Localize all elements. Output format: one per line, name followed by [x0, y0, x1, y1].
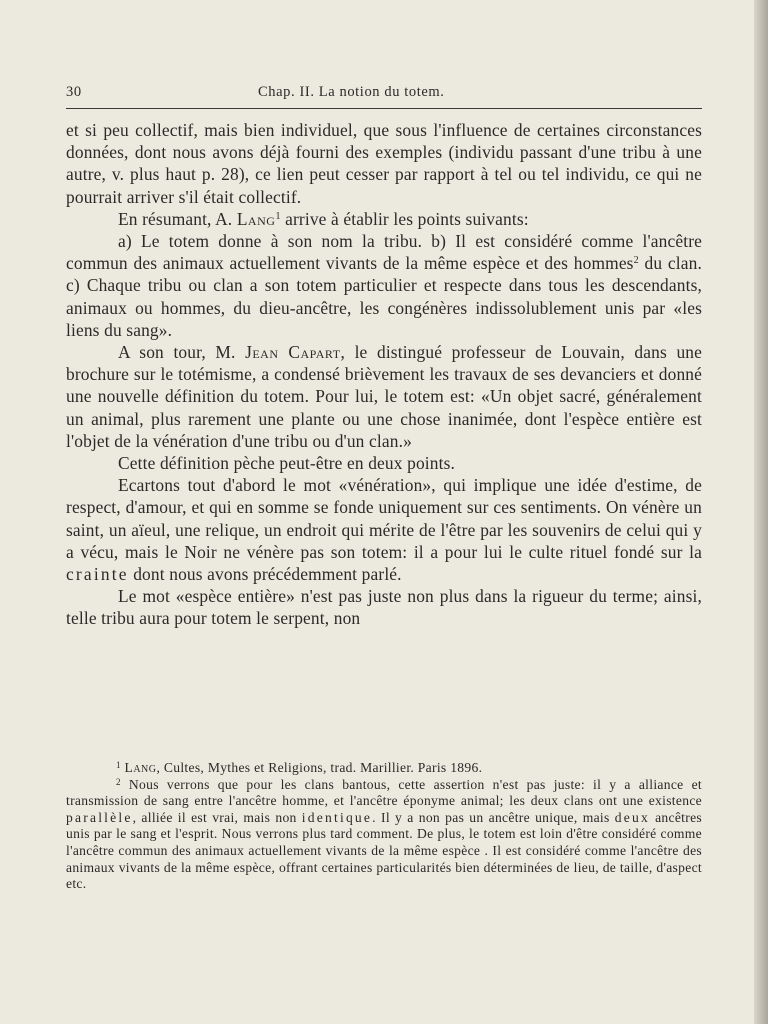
footnote-2-emphasis-identique: identique — [301, 809, 373, 825]
paragraph-2 — [66, 208, 702, 230]
paragraph-1: et si peu collectif, mais bien individuel, que sous l'influence de certaines circonstances données, dont nous avons déjà fourni des exemples (individu passant d'une tribu à une autre, v. plus haut p. 28), ce lien peut cesser par rapport à tel ou tel individu, ce qui ne pourrait arriver s'il était collectif. — [66, 120, 702, 207]
paragraph-6-text: Ecartons tout d'abord le mot «vénération», qui implique une idée d'estime, de respect, d'amour, et qui en somme se fonde uniquement sur ces sentiments. On vénère un saint, un aïeul, une relique, un endroit qui mérite de l'être par les souvenirs de celui qui y a vécu, mais le Noir ne vénère pas son totem: il a pour lui le culte rituel fondé sur la — [66, 475, 702, 562]
footnote-2-text-b: , alliée il est vrai, mais non — [132, 809, 302, 825]
paragraph-4 — [66, 341, 702, 452]
footnote-1 — [66, 760, 702, 777]
footnote-1-author: Lang — [124, 760, 157, 775]
paragraph-4-text: A son tour, M. — [118, 342, 246, 363]
paragraph-2-text-end: arrive à établir les points suivants: — [280, 208, 529, 229]
footnote-2-text-c: . Il y a non pas un ancêtre unique, mais — [372, 809, 615, 825]
running-title: Chap. II. La notion du totem. — [258, 84, 445, 100]
paragraph-3-text-end: du clan. c) Chaque tribu ou clan a son totem particulier et respecte dans tous les descendants, animaux ou hommes, du dieu-ancêtre, les congénères indissolublement unis par «les liens du sang». — [66, 253, 702, 340]
paragraph-5: Cette définition pèche peut-être en deux points. — [118, 453, 456, 474]
emphasis-crainte: crainte — [66, 564, 129, 585]
author-name-capart: Jean Capart — [245, 342, 341, 363]
paragraph-3 — [66, 230, 702, 341]
author-name-lang: Lang — [236, 208, 276, 229]
header-rule — [66, 108, 702, 109]
main-text — [66, 119, 702, 630]
footnote-2-emphasis-deux: deux — [614, 809, 650, 825]
footnote-2-emphasis-parallele: parallèle — [66, 809, 133, 825]
paragraph-6-text-end: dont nous avons précédemment parlé. — [128, 564, 402, 585]
paragraph-3-text: a) Le totem donne à son nom la tribu. b) Il est considéré comme l'ancêtre commun des animaux actuellement vivants de la même espèce et des hommes — [66, 231, 702, 274]
running-header — [66, 84, 702, 104]
footnote-2-text-a: Nous verrons que pour les clans bantous, cette assertion n'est pas juste: il y a alliance et transmission de sang entre l'ancêtre homme, et l'ancêtre éponyme animal; les deux clans ont une existence — [66, 776, 702, 809]
paragraph-6 — [66, 474, 702, 585]
paragraph-2-text: En résumant, A. — [118, 208, 237, 229]
footnote-1-marker: 1 — [116, 760, 121, 770]
page-number: 30 — [66, 84, 82, 100]
footnote-2-marker: 2 — [116, 776, 121, 787]
footnotes — [66, 760, 702, 893]
footnote-2-text-d: ancêtres unis par le sang et l'esprit. Nous verrons plus tard comment. De plus, le totem est loin d'être considéré comme l'ancêtre commun des animaux actuellement vivants de la même espèce . Il est considéré comme l'ancêtre des animaux vivants de la même espèce, offrant certaines particularités bien déterminées de lieu, de taille, d'aspect etc. — [66, 809, 703, 892]
paragraph-4-text-end: , le distingué professeur de Louvain, dans une brochure sur le totémisme, a condensé brièvement les travaux de ses devanciers et donné une nouvelle définition du totem. Pour lui, le totem est: «Un objet sacré, généralement un animal, plus rarement une plante ou une chose inanimée, dont l'espèce entière est l'objet de la vénération d'une tribu ou d'un clan.» — [66, 342, 702, 451]
footnote-2 — [66, 777, 702, 893]
page-edge-shadow — [754, 0, 768, 1024]
paragraph-7: Le mot «espèce entière» n'est pas juste non plus dans la rigueur du terme; ainsi, telle tribu aura pour totem le serpent, non — [66, 586, 702, 629]
footnote-1-text: , Cultes, Mythes et Religions, trad. Marillier. Paris 1896. — [156, 760, 483, 775]
footnote-ref-2: 2 — [633, 255, 639, 267]
footnote-ref-1: 1 — [275, 210, 281, 222]
